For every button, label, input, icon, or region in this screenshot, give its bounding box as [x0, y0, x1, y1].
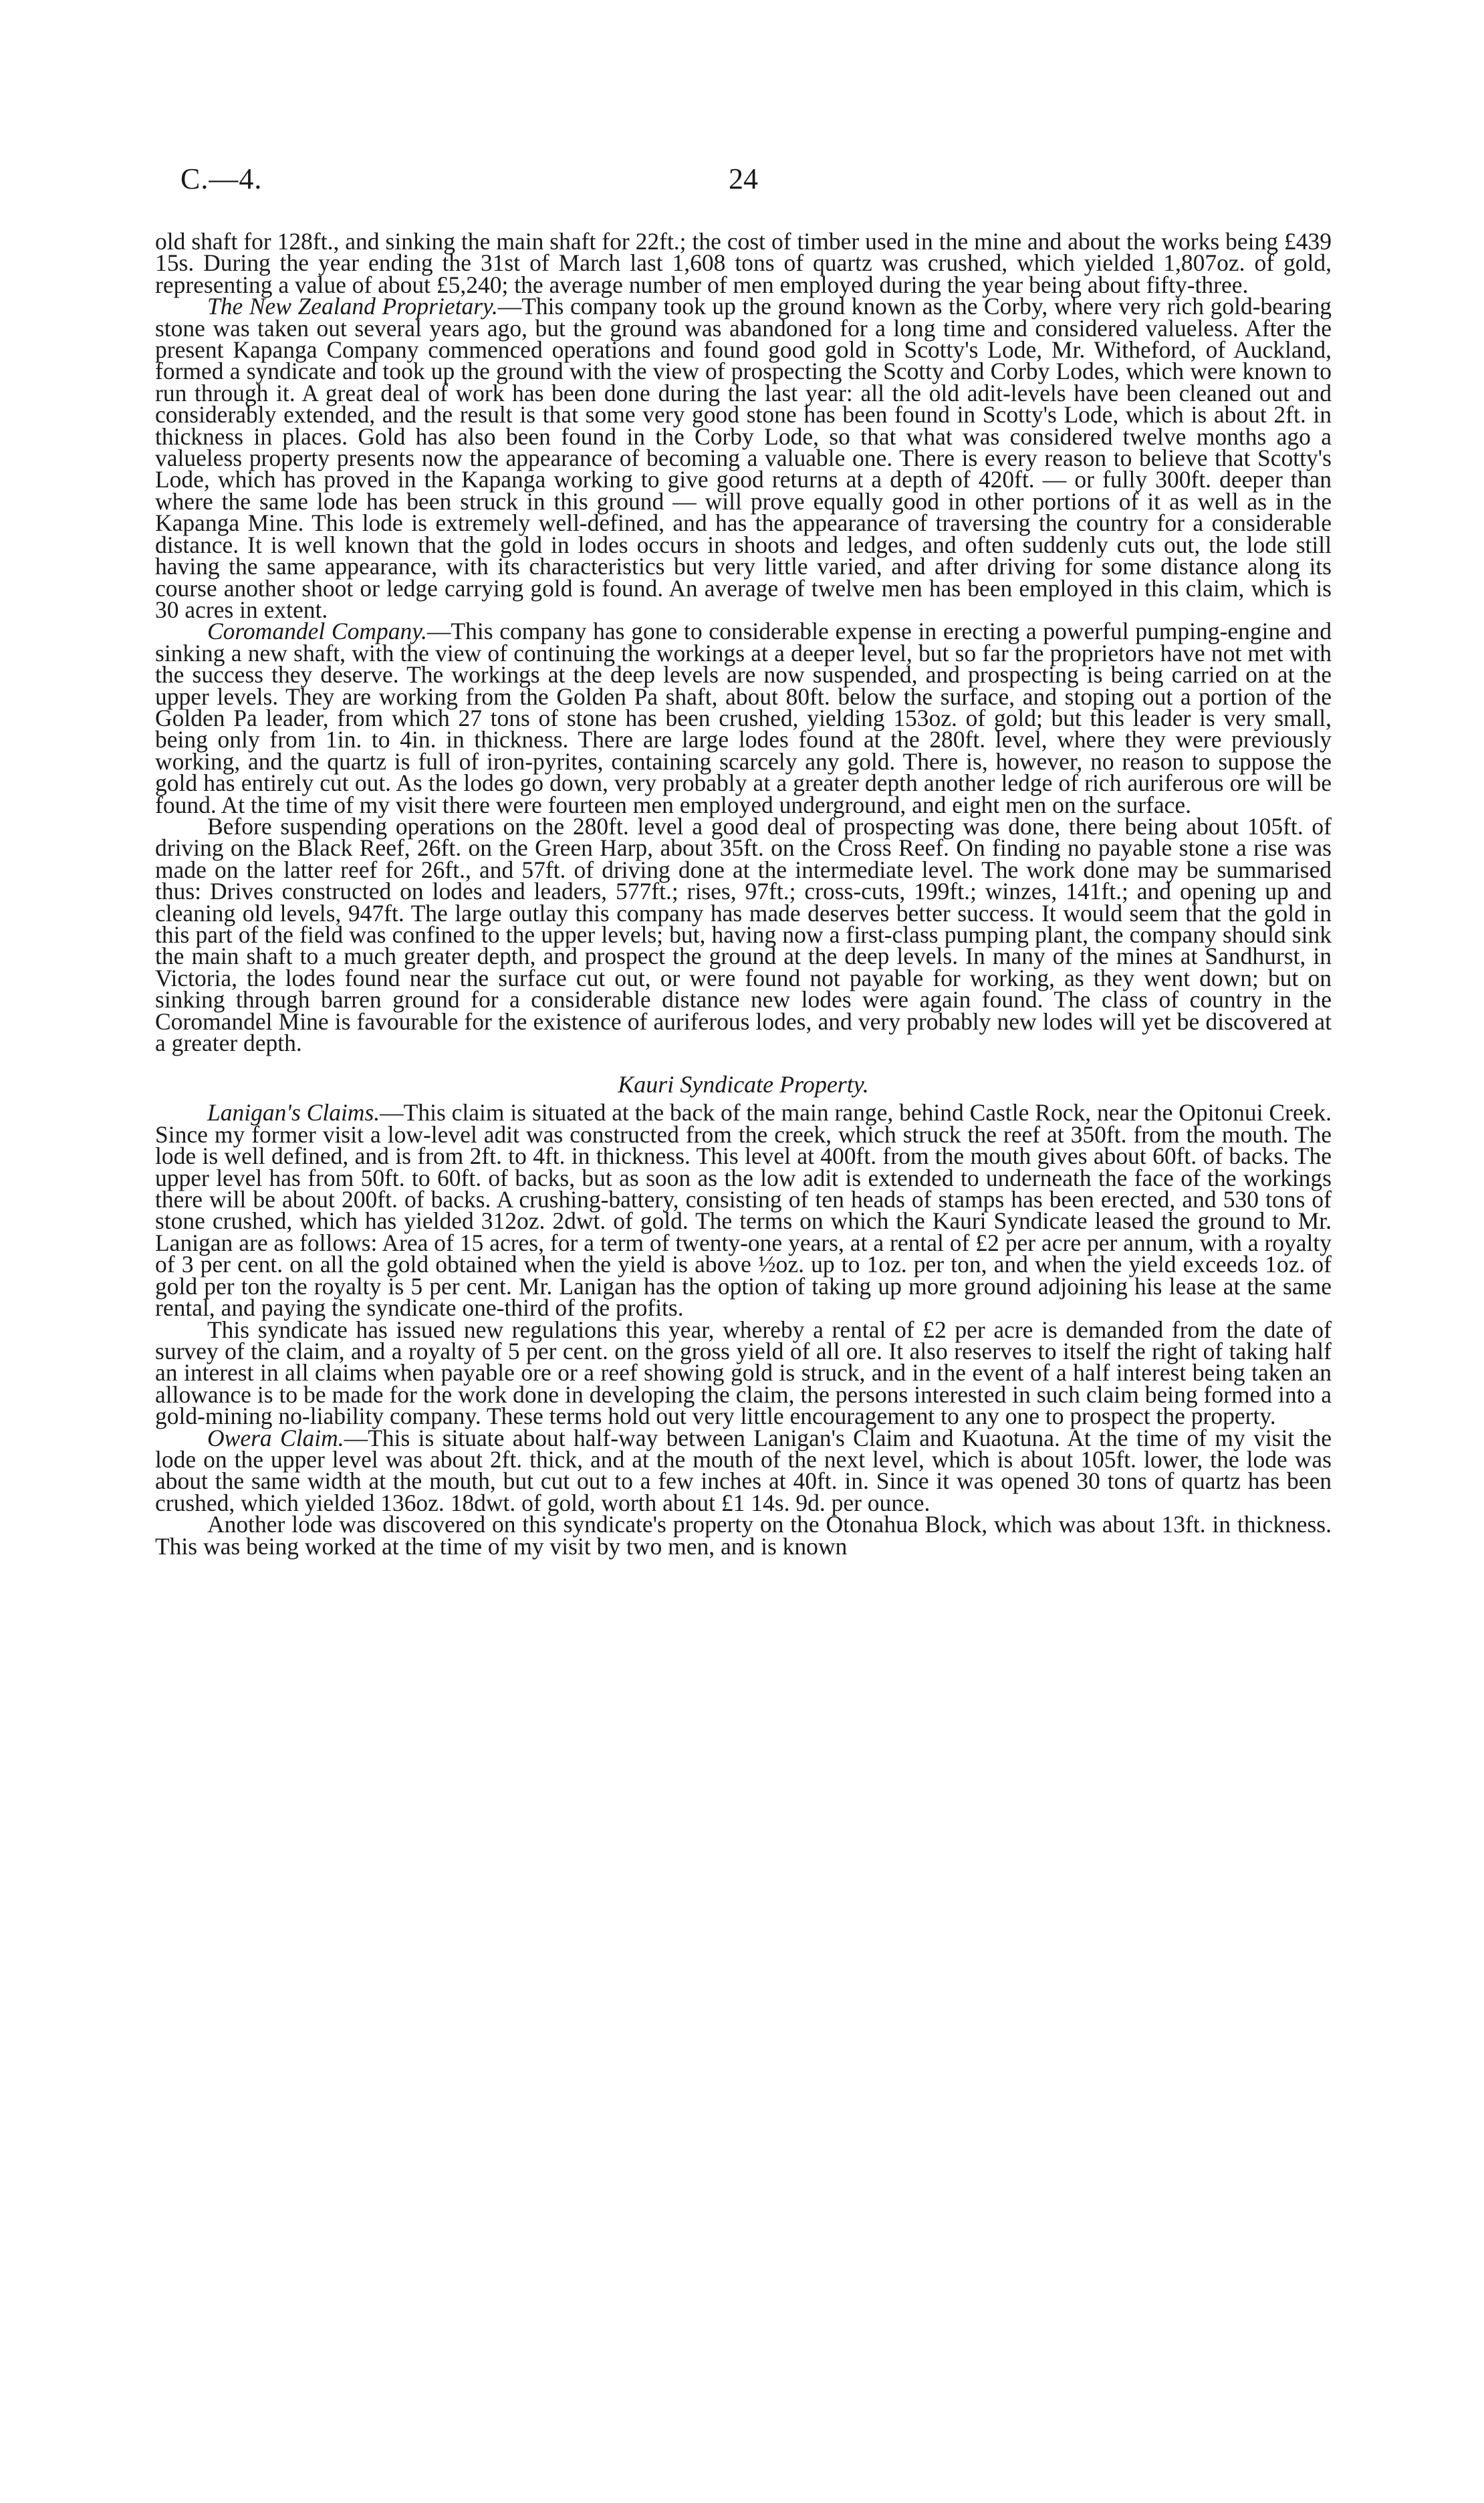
- paragraph-prospecting-280ft: [155, 812, 1332, 1057]
- paragraph-new-zealand-proprietary: [155, 293, 1332, 623]
- paragraph-lead: Lanigan's Claims.: [207, 1099, 380, 1126]
- section-heading: Kauri Syndicate Property.: [618, 1071, 869, 1098]
- paragraph-text: This syndicate has issued new regulations this year, whereby a rental of £2 per acre is demanded from the date of survey of the claim, and a royalty of 5 per cent. on the gross yield of all ore. It also reserves to itself the right of taking half an interest in all claims when payable ore or a reef showing gold is struck, and in the event of a half interest being taken an allowance is to be made for the work done in developing the claim, the persons interested in such claim being formed into a gold-mining no-liability company. These terms hold out very little encouragement to any one to prospect the property.: [155, 1316, 1332, 1430]
- page-number: 24: [729, 162, 758, 195]
- body-text: [155, 228, 1332, 1560]
- paragraph-lead: The New Zealand Proprietary.: [207, 293, 498, 320]
- document-reference: C.—4.: [180, 162, 263, 195]
- paragraph-syndicate-regulations: [155, 1316, 1332, 1430]
- paragraph-text: —This company has gone to considerable expense in erecting a powerful pumping-engine and sinking a new shaft, with the view of continuing the workings at a deeper level, but so far the proprietors have not met with the success they deserve. The workings at the deep levels are now suspended, and prospecting is being carried on at the upper levels. They are working from the Golden Pa shaft, about 80ft. below the surface, and stoping out a portion of the Golden Pa leader, from which 27 tons of stone has been crushed, yielding 153oz. of gold; but this leader is very small, being only from 1in. to 4in. in thickness. There are large lodes found at the 280ft. level, where they were previously working, and the quartz is full of iron-pyrites, containing scarcely any gold. There is, however, no reason to suppose the gold has entirely cut out. As the lodes go down, very probably at a greater depth another ledge of rich auriferous ore will be found. At the time of my visit there were fourteen men employed underground, and eight men on the surface.: [155, 618, 1332, 818]
- paragraph-text: —This is situate about half-way between Lanigan's Claim and Kuaotuna. At the time of my visit the lode on the upper level was about 2ft. thick, and at the mouth of the next level, which is about 105ft. lower, the lode was about the same width at the mouth, but cut out to a few inches at 40ft. in. Since it was opened 30 tons of quartz has been crushed, which yielded 136oz. 18dwt. of gold, worth about £1 14s. 9d. per ounce.: [155, 1424, 1332, 1516]
- paragraph-text: old shaft for 128ft., and sinking the main shaft for 22ft.; the cost of timber used in the mine and about the works being £439 15s. During the year ending the 31st of March last 1,608 tons of quartz was crushed, which yielded 1,807oz. of gold, representing a value of about £5,240; the average number of men employed during the year being about fifty-three.: [155, 228, 1332, 298]
- paragraph-otonahua-lode: [155, 1511, 1332, 1560]
- paragraph-owera-claim: [155, 1424, 1332, 1516]
- paragraph-coromandel-company: [155, 620, 1332, 816]
- paragraph-shaft-continuation: [155, 228, 1332, 298]
- paragraph-lead: Coromandel Company.: [207, 618, 427, 645]
- page-header: [155, 162, 1332, 202]
- paragraph-text: —This claim is situated at the back of the main range, behind Castle Rock, near the Opitonui Creek. Since my former visit a low-level adit was constructed from the creek, which struck the reef at 350ft. from the mouth. The lode is well defined, and is from 2ft. to 4ft. in thickness. This level at 400ft. from the mouth gives about 60ft. of backs. The upper level has from 50ft. to 60ft. of backs, but as soon as the low adit is extended to underneath the face of the workings there will be about 200ft. of backs. A crushing-battery, consisting of ten heads of stamps has been erected, and 530 tons of stone crushed, which has yielded 312oz. 2dwt. of gold. The terms on which the Kauri Syndicate leased the ground to Mr. Lanigan are as follows: Area of 15 acres, for a term of twenty-one years, at a rental of £2 per acre per annum, with a royalty of 3 per cent. on all the gold obtained when the yield is above ½oz. up to 1oz. per ton, and when the yield exceeds 1oz. of gold per ton the royalty is 5 per cent. Mr. Lanigan has the option of taking up more ground adjoining his lease at the same rental, and paying the syndicate one-third of the profits.: [155, 1099, 1332, 1322]
- paragraph-text: Before suspending operations on the 280ft. level a good deal of prospecting was done, there being about 105ft. of driving on the Black Reef, 26ft. on the Green Harp, about 35ft. on the Cross Reef. On finding no payable stone a rise was made on the latter reef for 26ft., and 57ft. of driving done at the intermediate level. The work done may be summarised thus: Drives constructed on lodes and leaders, 577ft.; rises, 97ft.; cross-cuts, 199ft.; winzes, 141ft.; and opening up and cleaning old levels, 947ft. The large outlay this company has made deserves better success. It would seem that the gold in this part of the field was confined to the upper levels; but, having now a first-class pumping plant, the company should sink the main shaft to a much greater depth, and prospect the ground at the deep levels. In many of the mines at Sandhurst, in Victoria, the lodes found near the surface cut out, or were found not payable for working, as they went down; but on sinking through barren ground for a considerable distance new lodes were again found. The class of country in the Coromandel Mine is favourable for the existence of auriferous lodes, and very probably new lodes will yet be discovered at a greater depth.: [155, 812, 1332, 1057]
- paragraph-text: Another lode was discovered on this syndicate's property on the Otonahua Block, which was about 13ft. in thickness. This was being worked at the time of my visit by two men, and is known: [155, 1511, 1332, 1560]
- paragraph-lead: Owera Claim.: [207, 1424, 344, 1451]
- paragraph-text: —This company took up the ground known as the Corby, where very rich gold-bearing stone was taken out several years ago, but the ground was abandoned for a long time and considered valueless. After the present Kapanga Company commenced operations and found good gold in Scotty's Lode, Mr. Witheford, of Auckland, formed a syndicate and took up the ground with the view of prospecting the Scotty and Corby Lodes, which were known to run through it. A great deal of work has been done during the last year: all the old adit-levels have been cleaned out and considerably extended, and the result is that some very good stone has been found in Scotty's Lode, which is about 2ft. in thickness in places. Gold has also been found in the Corby Lode, so that what was considered twelve months ago a valueless property presents now the appearance of becoming a valuable one. There is every reason to believe that Scotty's Lode, which has proved in the Kapanga working to give good returns at a depth of 420ft. — or fully 300ft. deeper than where the same lode has been struck in this ground — will prove equally good in other portions of it as well as in the Kapanga Mine. This lode is extremely well-defined, and has the appearance of traversing the country for a considerable distance. It is well known that the gold in lodes occurs in shoots and ledges, and often suddenly cuts out, the lode still having the same appearance, with its characteristics but very little varied, and after driving for some distance along its course another shoot or ledge carrying gold is found. An average of twelve men has been employed in this claim, which is 30 acres in extent.: [155, 293, 1332, 623]
- paragraph-lanigans-claims: [155, 1099, 1332, 1322]
